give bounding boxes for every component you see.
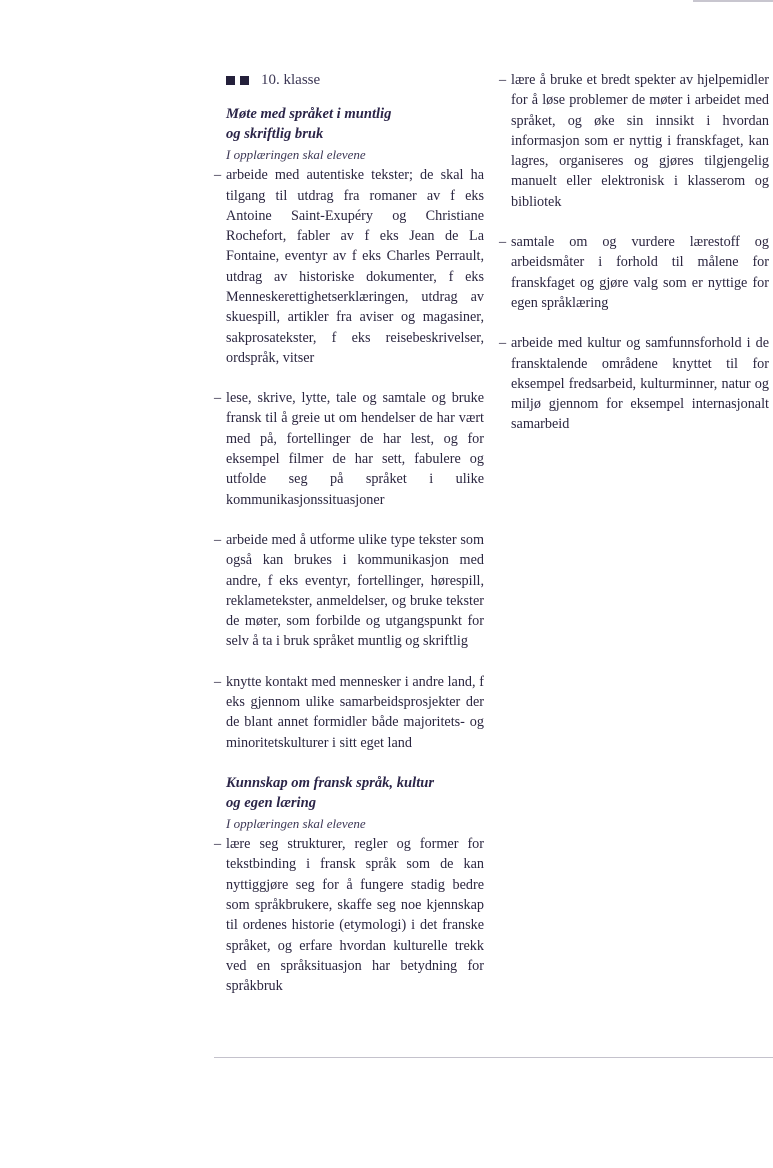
section-intro: I opplæringen skal elevene xyxy=(226,815,366,831)
class-heading xyxy=(226,68,484,92)
list-item xyxy=(499,232,769,313)
section-title-line: og skriftlig bruk xyxy=(226,126,324,143)
square-bullet-icon xyxy=(226,76,235,85)
list-item xyxy=(214,388,484,510)
list-item-text: lære seg strukturer, regler og former for tekstbinding i fransk språk som de kan nyttiggjøre seg for å fungere stadig bedre som språkbrukere, skaffe seg noe kjennskap til ordenes historie (etymologi) i det franske språket, og erfare hvordan kulturelle trekk ved en språksituasjon har betydning for språkbruk xyxy=(226,836,484,995)
list-item-text: lære å bruke et bredt spekter av hjelpemidler for å løse problemer de møter i arbeidet med språket, og øke sin innsikt i hvordan informasjon som er nyttig i franskfaget, kan lagres, organiseres og gjøres tilgjengelig manuelt eller elektronisk i klasserom og bibliotek xyxy=(511,72,769,210)
list-item xyxy=(214,834,484,996)
dash-bullet: – xyxy=(499,234,507,251)
list-item-text: knytte kontakt med mennesker i andre land, f eks gjennom ulike samarbeidsprosjekter der de blant annet formidler både majoritets- og minoritetskulturer i sitt eget land xyxy=(226,673,484,751)
right-column xyxy=(499,70,769,435)
list-item-text: samtale om og vurdere lærestoff og arbeidsmåter i forhold til målene for franskfaget og gjøre valg som er nyttige for egen språklæring xyxy=(511,234,769,311)
dash-bullet: – xyxy=(214,836,222,853)
list-item-text: arbeide med kultur og samfunnsforhold i de fransktalende områdene knyttet til for eksempel fredsarbeid, kulturminner, natur og miljø gjennom for eksempel internasjonalt samarbeid xyxy=(511,335,769,433)
section-title xyxy=(226,104,484,145)
footer-rule xyxy=(214,1057,773,1058)
top-edge-rule xyxy=(693,0,773,2)
class-label: 10. klasse xyxy=(261,71,321,88)
list-item xyxy=(214,165,484,368)
list-item-text: lese, skrive, lytte, tale og samtale og bruke fransk til å greie ut om hendelser de har vært med på, fortellinger de har lest, og for eksempel filmer de har sett, fabulere og utfolde seg på språket i ulike kommunikasjonssituasjoner xyxy=(226,390,484,508)
dash-bullet: – xyxy=(214,531,222,548)
section-title xyxy=(226,773,484,814)
section-intro: I opplæringen skal elevene xyxy=(226,146,366,162)
dash-bullet: – xyxy=(214,673,222,690)
heading-squares xyxy=(226,76,249,85)
dash-bullet: – xyxy=(499,72,507,88)
list-item-text: arbeide med autentiske tekster; de skal ha tilgang til utdrag fra romaner av f eks Antoine Saint-Exupéry og Christiane Rochefort, fabler av f eks Jean de La Fontaine, eventyr av f eks Charles Perrault, utdrag av historiske dokumenter, f eks Menneskerettighetserklæringen, utdrag av skuespill, artikler fra aviser og magasiner, sakprosatekster, f eks reisebeskrivelser, ordspråk, vitser xyxy=(226,167,484,366)
list-item xyxy=(214,530,484,652)
list-item-text: arbeide med å utforme ulike type tekster som også kan brukes i kommunikasjon med andre, f eks eventyr, fortellinger, hørespill, reklametekster, anmeldelser, og bruke tekster de møter, som forbilde og utgangspunkt for selv å ta i bruk språket muntlig og skriftlig xyxy=(226,531,484,650)
dash-bullet: – xyxy=(499,335,507,352)
section-title-line: Kunnskap om fransk språk, kultur xyxy=(226,774,435,791)
list-item xyxy=(214,672,484,753)
section-title-line: og egen læring xyxy=(226,795,316,812)
section-title-line: Møte med språket i muntlig xyxy=(226,106,392,122)
square-bullet-icon xyxy=(240,76,249,85)
list-item xyxy=(499,70,769,212)
dash-bullet: – xyxy=(214,167,222,184)
left-column xyxy=(214,68,484,997)
dash-bullet: – xyxy=(214,390,222,407)
list-item xyxy=(499,333,769,434)
